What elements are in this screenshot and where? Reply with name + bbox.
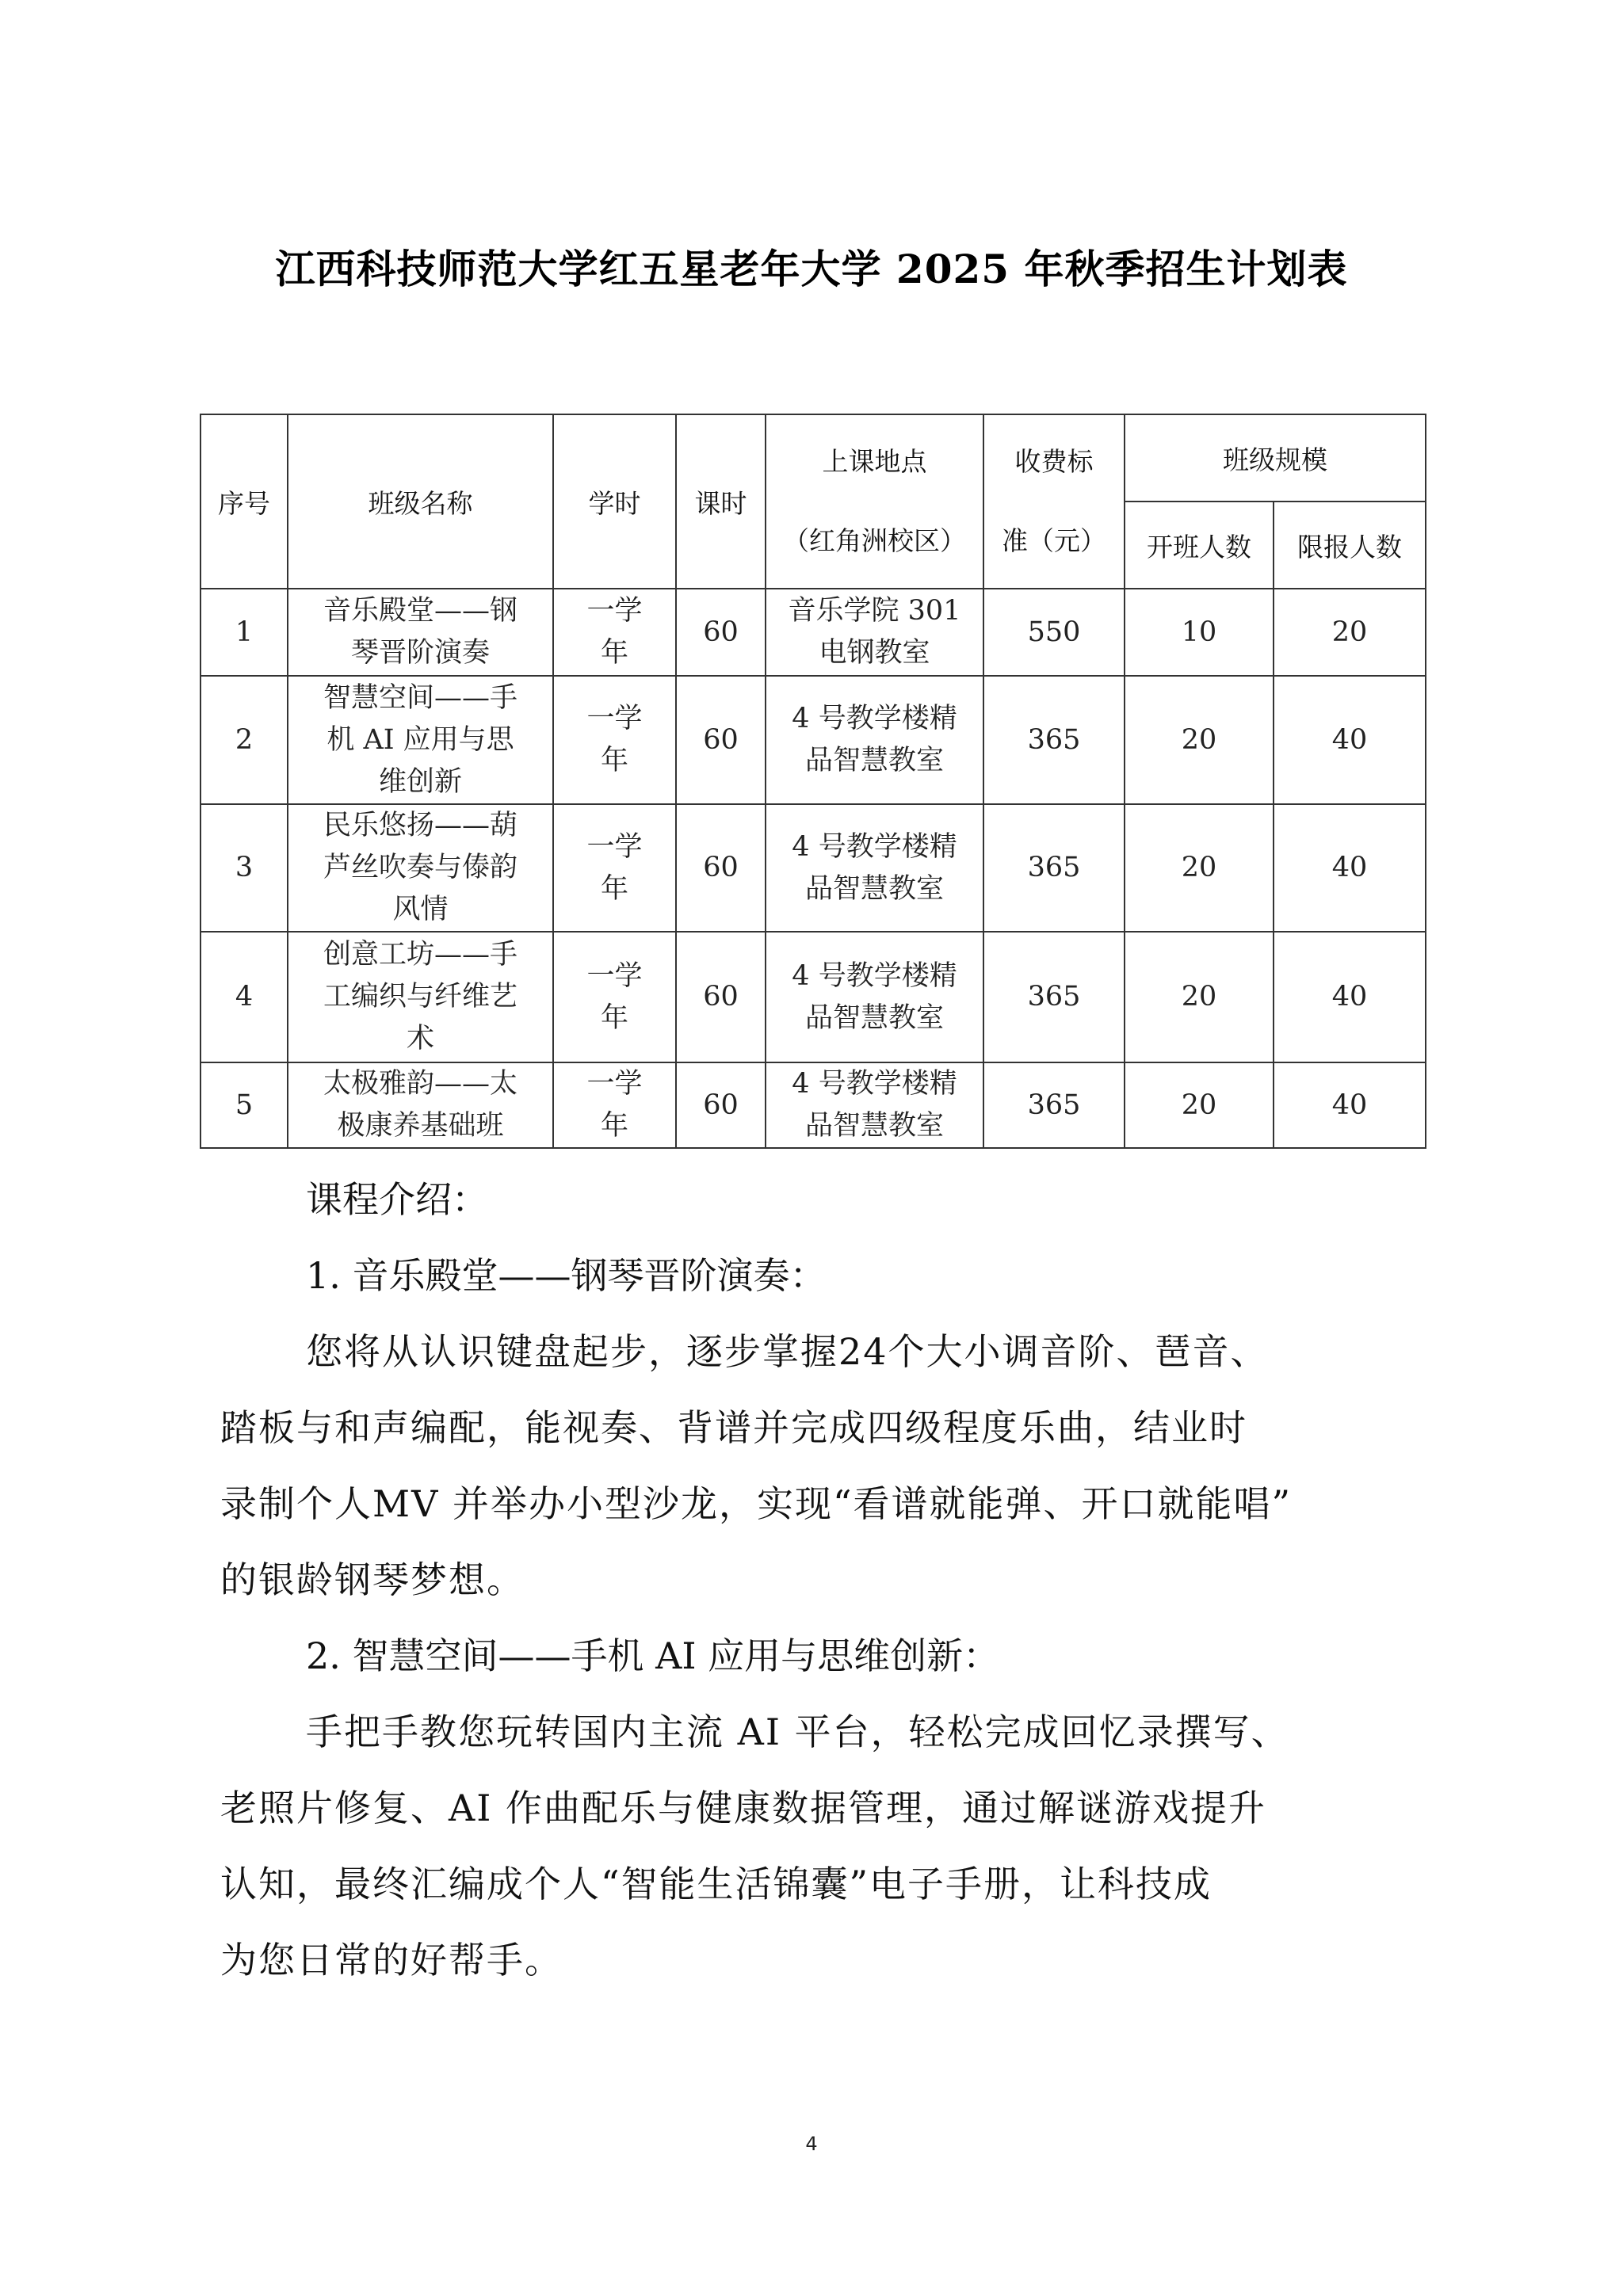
cell-fee: 365 <box>983 676 1125 804</box>
cell-max-enroll: 40 <box>1274 1062 1426 1148</box>
table-row <box>200 932 1426 1062</box>
cell-min-enroll: 20 <box>1125 932 1274 1062</box>
cell-fee: 365 <box>983 1062 1125 1148</box>
cell-seq: 4 <box>200 932 288 1062</box>
cell-study-period-line: 年 <box>600 637 628 669</box>
table-row <box>200 589 1426 676</box>
cell-seq: 1 <box>200 589 288 676</box>
cell-location-line: 音乐学院 301 <box>788 595 961 627</box>
header-fee-line2: 准（元） <box>1002 525 1106 556</box>
cell-location <box>766 1062 983 1148</box>
cell-class-name-line: 术 <box>406 1023 434 1055</box>
cell-study-period-line: 一学 <box>586 830 643 863</box>
cell-class-name-line: 极康养基础班 <box>337 1110 504 1142</box>
table-header <box>200 414 1426 589</box>
cell-class-hours: 60 <box>676 804 766 932</box>
course-intro-section <box>220 1161 1425 1998</box>
cell-max-enroll: 40 <box>1274 676 1426 804</box>
cell-class-name-line: 工编织与纤维艺 <box>323 981 517 1013</box>
cell-fee: 365 <box>983 932 1125 1062</box>
cell-location-line: 电钢教室 <box>819 637 930 669</box>
course-intro-heading: 课程介绍： <box>306 1178 488 1221</box>
cell-class-name-line: 机 AI 应用与思 <box>327 723 514 756</box>
cell-class-name-line: 创意工坊——手 <box>323 939 517 971</box>
course-description-line: 老照片修复、AI 作曲配乐与健康数据管理，通过解谜游戏提升 <box>220 1787 1267 1829</box>
page-number: 4 <box>805 2133 818 2155</box>
cell-seq: 2 <box>200 676 288 804</box>
cell-class-name-line: 风情 <box>392 894 449 925</box>
cell-class-name-line: 太极雅韵——太 <box>323 1068 517 1100</box>
course-description-line: 踏板与和声编配，能视奏、背谱并完成四级程度乐曲，结业时 <box>220 1406 1247 1449</box>
cell-location-line: 品智慧教室 <box>804 1001 944 1034</box>
cell-study-period <box>553 932 676 1062</box>
cell-class-name <box>288 676 553 804</box>
header-fee <box>983 414 1125 589</box>
cell-class-name-line: 琴晋阶演奏 <box>350 637 490 669</box>
table-row <box>200 804 1426 932</box>
cell-study-period-line: 一学 <box>586 1068 643 1100</box>
cell-location <box>766 804 983 932</box>
enrollment-plan-table <box>200 414 1426 1149</box>
cell-study-period-line: 一学 <box>586 703 643 734</box>
cell-location-line: 品智慧教室 <box>804 872 944 905</box>
cell-max-enroll: 40 <box>1274 804 1426 932</box>
cell-class-name-line: 芦丝吹奏与傣韵 <box>323 852 517 883</box>
cell-min-enroll: 20 <box>1125 676 1274 804</box>
header-location <box>766 414 983 589</box>
cell-study-period-line: 年 <box>600 1110 628 1142</box>
cell-class-name <box>288 1062 553 1148</box>
cell-location <box>766 676 983 804</box>
header-seq: 序号 <box>200 414 288 589</box>
cell-fee: 550 <box>983 589 1125 676</box>
header-class-hours: 课时 <box>676 414 766 589</box>
cell-location <box>766 932 983 1062</box>
table-body <box>200 589 1426 1148</box>
cell-min-enroll: 10 <box>1125 589 1274 676</box>
header-fee-line1: 收费标 <box>1014 446 1094 477</box>
header-study-period: 学时 <box>553 414 676 589</box>
course-description-line: 手把手教您玩转国内主流 AI 平台，轻松完成回忆录撰写、 <box>306 1711 1289 1753</box>
cell-study-period-line: 年 <box>600 872 628 905</box>
table-row <box>200 1062 1426 1148</box>
cell-location-line: 4 号教学楼精 <box>792 703 957 734</box>
course-description-line: 您将从认识键盘起步，逐步掌握24个大小调音阶、琶音、 <box>306 1330 1269 1373</box>
cell-class-hours: 60 <box>676 676 766 804</box>
cell-class-hours: 60 <box>676 1062 766 1148</box>
cell-study-period-line: 年 <box>600 1001 628 1034</box>
course-description-line: 的银龄钢琴梦想。 <box>220 1558 525 1601</box>
course-list <box>220 1238 1425 1998</box>
cell-seq: 5 <box>200 1062 288 1148</box>
course-description-line: 为您日常的好帮手。 <box>220 1939 563 1981</box>
cell-class-name-line: 民乐悠扬——葫 <box>323 810 517 841</box>
cell-location-line: 4 号教学楼精 <box>792 959 957 992</box>
cell-study-period <box>553 804 676 932</box>
header-location-line2: （红角洲校区） <box>783 525 966 556</box>
cell-location-line: 4 号教学楼精 <box>792 1068 957 1100</box>
cell-min-enroll: 20 <box>1125 804 1274 932</box>
cell-location-line: 品智慧教室 <box>804 1110 944 1142</box>
cell-study-period <box>553 676 676 804</box>
document-title: 江西科技师范大学红五星老年大学 2025 年秋季招生计划表 <box>275 246 1348 292</box>
cell-fee: 365 <box>983 804 1125 932</box>
course-title: 1. 音乐殿堂——钢琴晋阶演奏： <box>306 1254 827 1297</box>
course-description-line: 录制个人MV 并举办小型沙龙，实现“看谱就能弹、开口就能唱” <box>220 1482 1292 1525</box>
cell-class-name <box>288 932 553 1062</box>
cell-study-period-line: 一学 <box>586 959 643 992</box>
cell-location-line: 4 号教学楼精 <box>792 830 957 863</box>
header-location-line1: 上课地点 <box>822 446 927 477</box>
cell-seq: 3 <box>200 804 288 932</box>
header-max-enroll: 限报人数 <box>1274 502 1426 589</box>
cell-class-hours: 60 <box>676 932 766 1062</box>
cell-study-period-line: 一学 <box>586 595 643 627</box>
cell-min-enroll: 20 <box>1125 1062 1274 1148</box>
header-class-name: 班级名称 <box>288 414 553 589</box>
cell-location-line: 品智慧教室 <box>804 745 944 776</box>
cell-location <box>766 589 983 676</box>
cell-class-name-line: 维创新 <box>378 765 462 798</box>
header-class-size: 班级规模 <box>1125 414 1426 502</box>
header-min-enroll: 开班人数 <box>1125 502 1274 589</box>
cell-study-period <box>553 589 676 676</box>
cell-class-name-line: 音乐殿堂——钢 <box>323 595 517 627</box>
table-row <box>200 676 1426 804</box>
cell-class-name <box>288 804 553 932</box>
cell-study-period <box>553 1062 676 1148</box>
cell-max-enroll: 40 <box>1274 932 1426 1062</box>
cell-study-period-line: 年 <box>600 745 628 776</box>
cell-max-enroll: 20 <box>1274 589 1426 676</box>
course-title: 2. 智慧空间——手机 AI 应用与思维创新： <box>306 1634 1000 1677</box>
cell-class-name-line: 智慧空间——手 <box>323 681 517 714</box>
cell-class-hours: 60 <box>676 589 766 676</box>
course-description-line: 认知，最终汇编成个人“智能生活锦囊”电子手册，让科技成 <box>220 1863 1212 1905</box>
cell-class-name <box>288 589 553 676</box>
